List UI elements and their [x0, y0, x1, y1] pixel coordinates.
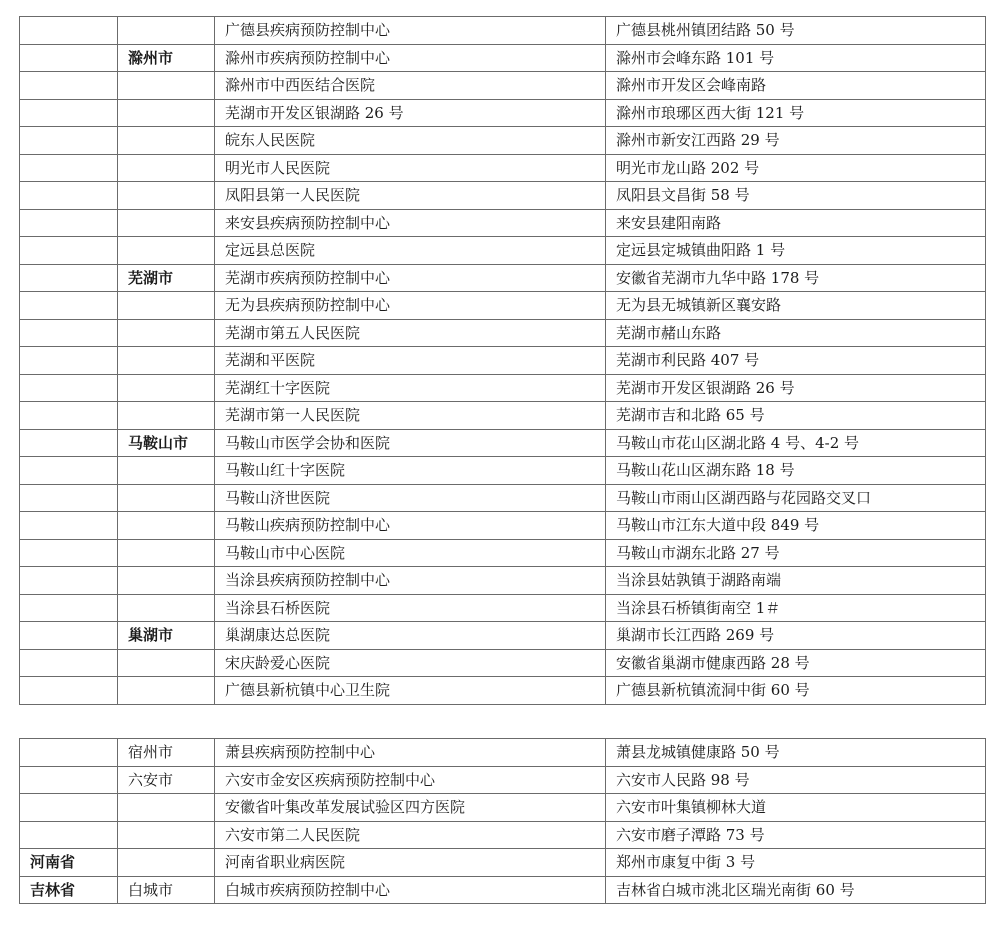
- address-cell: 当涂县石桥镇街南空 1＃: [606, 594, 986, 622]
- institution-cell: 六安市第二人民医院: [215, 821, 606, 849]
- province-cell: [20, 402, 118, 430]
- table-row: [20, 209, 986, 237]
- institution-cell: 马鞍山红十字医院: [215, 457, 606, 485]
- province-cell: [20, 72, 118, 100]
- city-cell: [118, 567, 215, 595]
- hospital-table-part-1: [19, 16, 986, 705]
- table-row: [20, 154, 986, 182]
- institution-cell: 芜湖市第一人民医院: [215, 402, 606, 430]
- institution-cell: 芜湖市疾病预防控制中心: [215, 264, 606, 292]
- address-cell: 六安市磨子潭路 73 号: [606, 821, 986, 849]
- province-cell: [20, 594, 118, 622]
- address-cell: 广德县桃州镇团结路 50 号: [606, 17, 986, 45]
- city-cell: [118, 821, 215, 849]
- province-cell: [20, 567, 118, 595]
- institution-cell: 马鞍山济世医院: [215, 484, 606, 512]
- table-row: [20, 539, 986, 567]
- city-cell: 宿州市: [118, 739, 215, 767]
- address-cell: 芜湖市吉和北路 65 号: [606, 402, 986, 430]
- city-cell: [118, 209, 215, 237]
- address-cell: 无为县无城镇新区襄安路: [606, 292, 986, 320]
- city-cell: 芜湖市: [118, 264, 215, 292]
- institution-cell: 来安县疾病预防控制中心: [215, 209, 606, 237]
- province-cell: [20, 127, 118, 155]
- city-cell: 白城市: [118, 876, 215, 904]
- city-cell: 马鞍山市: [118, 429, 215, 457]
- institution-cell: 宋庆龄爱心医院: [215, 649, 606, 677]
- city-cell: [118, 594, 215, 622]
- province-cell: [20, 512, 118, 540]
- address-cell: 萧县龙城镇健康路 50 号: [606, 739, 986, 767]
- address-cell: 凤阳县文昌街 58 号: [606, 182, 986, 210]
- province-cell: [20, 182, 118, 210]
- institution-cell: 广德县新杭镇中心卫生院: [215, 677, 606, 705]
- address-cell: 马鞍山市花山区湖北路 4 号、4-2 号: [606, 429, 986, 457]
- table-row: [20, 72, 986, 100]
- address-cell: 吉林省白城市洮北区瑞光南街 60 号: [606, 876, 986, 904]
- table-row: [20, 182, 986, 210]
- table-row: [20, 484, 986, 512]
- province-cell: [20, 209, 118, 237]
- province-cell: [20, 237, 118, 265]
- institution-cell: 芜湖红十字医院: [215, 374, 606, 402]
- province-cell: [20, 649, 118, 677]
- table-row: [20, 17, 986, 45]
- institution-cell: 河南省职业病医院: [215, 849, 606, 877]
- table-row: [20, 374, 986, 402]
- city-cell: [118, 539, 215, 567]
- institution-cell: 马鞍山市中心医院: [215, 539, 606, 567]
- city-cell: [118, 154, 215, 182]
- table-row: [20, 766, 986, 794]
- table-row: [20, 44, 986, 72]
- province-cell: [20, 99, 118, 127]
- table-row: [20, 594, 986, 622]
- address-cell: 芜湖市赭山东路: [606, 319, 986, 347]
- table-row: [20, 319, 986, 347]
- city-cell: [118, 794, 215, 822]
- table-row: [20, 99, 986, 127]
- address-cell: 定远县定城镇曲阳路 1 号: [606, 237, 986, 265]
- institution-cell: 皖东人民医院: [215, 127, 606, 155]
- address-cell: 滁州市开发区会峰南路: [606, 72, 986, 100]
- city-cell: [118, 677, 215, 705]
- table-row: [20, 402, 986, 430]
- address-cell: 滁州市会峰东路 101 号: [606, 44, 986, 72]
- address-cell: 马鞍山市江东大道中段 849 号: [606, 512, 986, 540]
- city-cell: [118, 127, 215, 155]
- table-row: [20, 347, 986, 375]
- institution-cell: 马鞍山疾病预防控制中心: [215, 512, 606, 540]
- province-cell: [20, 821, 118, 849]
- province-cell: [20, 292, 118, 320]
- address-cell: 郑州市康复中街 3 号: [606, 849, 986, 877]
- province-cell: [20, 766, 118, 794]
- address-cell: 广德县新杭镇流洞中街 60 号: [606, 677, 986, 705]
- table-row: [20, 292, 986, 320]
- city-cell: [118, 374, 215, 402]
- city-cell: [118, 484, 215, 512]
- province-cell: [20, 539, 118, 567]
- institution-cell: 广德县疾病预防控制中心: [215, 17, 606, 45]
- table-row: [20, 127, 986, 155]
- institution-cell: 马鞍山市医学会协和医院: [215, 429, 606, 457]
- city-cell: [118, 72, 215, 100]
- table-row: [20, 622, 986, 650]
- institution-cell: 凤阳县第一人民医院: [215, 182, 606, 210]
- address-cell: 巢湖市长江西路 269 号: [606, 622, 986, 650]
- province-cell: 河南省: [20, 849, 118, 877]
- address-cell: 来安县建阳南路: [606, 209, 986, 237]
- address-cell: 安徽省芜湖市九华中路 178 号: [606, 264, 986, 292]
- province-cell: [20, 154, 118, 182]
- table-row: [20, 237, 986, 265]
- table-row: [20, 429, 986, 457]
- address-cell: 滁州市琅琊区西大街 121 号: [606, 99, 986, 127]
- institution-cell: 六安市金安区疾病预防控制中心: [215, 766, 606, 794]
- province-cell: [20, 457, 118, 485]
- province-cell: [20, 429, 118, 457]
- table-row: [20, 567, 986, 595]
- institution-cell: 滁州市疾病预防控制中心: [215, 44, 606, 72]
- city-cell: [118, 849, 215, 877]
- province-cell: [20, 677, 118, 705]
- table-row: [20, 264, 986, 292]
- table-row: [20, 876, 986, 904]
- province-cell: [20, 622, 118, 650]
- institution-cell: 巢湖康达总医院: [215, 622, 606, 650]
- address-cell: 六安市人民路 98 号: [606, 766, 986, 794]
- city-cell: 滁州市: [118, 44, 215, 72]
- institution-cell: 滁州市中西医结合医院: [215, 72, 606, 100]
- city-cell: [118, 17, 215, 45]
- institution-cell: 安徽省叶集改革发展试验区四方医院: [215, 794, 606, 822]
- address-cell: 马鞍山市湖东北路 27 号: [606, 539, 986, 567]
- city-cell: [118, 237, 215, 265]
- institution-cell: 当涂县疾病预防控制中心: [215, 567, 606, 595]
- institution-cell: 无为县疾病预防控制中心: [215, 292, 606, 320]
- table-row: [20, 794, 986, 822]
- address-cell: 当涂县姑孰镇于湖路南端: [606, 567, 986, 595]
- table-body: [20, 17, 986, 705]
- address-cell: 马鞍山花山区湖东路 18 号: [606, 457, 986, 485]
- city-cell: [118, 402, 215, 430]
- institution-cell: 芜湖市开发区银湖路 26 号: [215, 99, 606, 127]
- institution-cell: 白城市疾病预防控制中心: [215, 876, 606, 904]
- institution-cell: 明光市人民医院: [215, 154, 606, 182]
- city-cell: [118, 292, 215, 320]
- institution-cell: 芜湖和平医院: [215, 347, 606, 375]
- table-row: [20, 739, 986, 767]
- table-row: [20, 677, 986, 705]
- address-cell: 明光市龙山路 202 号: [606, 154, 986, 182]
- table-row: [20, 821, 986, 849]
- city-cell: 六安市: [118, 766, 215, 794]
- province-cell: [20, 484, 118, 512]
- province-cell: [20, 347, 118, 375]
- address-cell: 芜湖市开发区银湖路 26 号: [606, 374, 986, 402]
- hospital-table-part-2: [19, 738, 986, 904]
- address-cell: 滁州市新安江西路 29 号: [606, 127, 986, 155]
- city-cell: [118, 182, 215, 210]
- table-row: [20, 457, 986, 485]
- institution-cell: 定远县总医院: [215, 237, 606, 265]
- table-row: [20, 849, 986, 877]
- address-cell: 安徽省巢湖市健康西路 28 号: [606, 649, 986, 677]
- institution-cell: 当涂县石桥医院: [215, 594, 606, 622]
- city-cell: [118, 457, 215, 485]
- table-row: [20, 649, 986, 677]
- institution-cell: 芜湖市第五人民医院: [215, 319, 606, 347]
- province-cell: [20, 739, 118, 767]
- address-cell: 马鞍山市雨山区湖西路与花园路交叉口: [606, 484, 986, 512]
- institution-cell: 萧县疾病预防控制中心: [215, 739, 606, 767]
- table-row: [20, 512, 986, 540]
- province-cell: [20, 374, 118, 402]
- province-cell: [20, 319, 118, 347]
- province-cell: [20, 17, 118, 45]
- province-cell: [20, 794, 118, 822]
- province-cell: [20, 44, 118, 72]
- address-cell: 六安市叶集镇柳林大道: [606, 794, 986, 822]
- table-body: [20, 739, 986, 904]
- city-cell: [118, 347, 215, 375]
- province-cell: [20, 264, 118, 292]
- city-cell: [118, 649, 215, 677]
- city-cell: [118, 99, 215, 127]
- city-cell: 巢湖市: [118, 622, 215, 650]
- city-cell: [118, 512, 215, 540]
- city-cell: [118, 319, 215, 347]
- province-cell: 吉林省: [20, 876, 118, 904]
- address-cell: 芜湖市利民路 407 号: [606, 347, 986, 375]
